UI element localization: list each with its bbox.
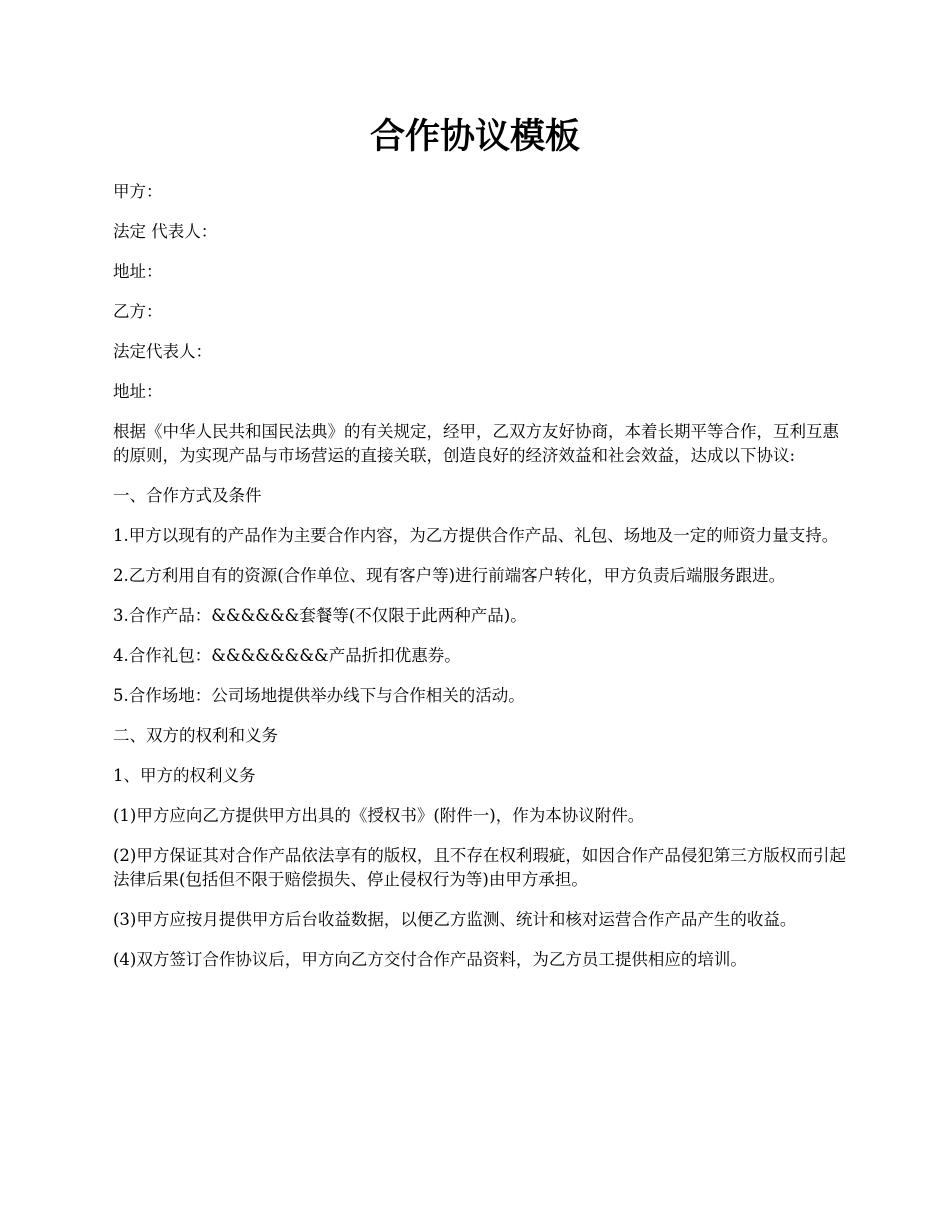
section-heading: 二、双方的权利和义务 bbox=[113, 726, 278, 745]
clause-paragraph: (2)甲方保证其对合作产品依法享有的版权，且不存在权利瑕疵，如因合作产品侵犯第三方版权而引起法律后果(包括但不限于赔偿损失、停止侵权行为等)由甲方承担。 bbox=[113, 846, 846, 889]
clause-paragraph: 4.合作礼包：&&&&&&&&产品折扣优惠券。 bbox=[113, 646, 461, 665]
section-heading: 一、合作方式及条件 bbox=[113, 486, 262, 505]
party-a-label: 甲方： bbox=[113, 182, 163, 201]
document-body bbox=[113, 180, 853, 988]
subsection-heading: 1、甲方的权利义务 bbox=[113, 766, 256, 785]
party-b-representative: 法定代表人： bbox=[113, 342, 212, 361]
party-a-representative: 法定 代表人： bbox=[113, 222, 218, 241]
clause-paragraph: (3)甲方应按月提供甲方后台收益数据，以便乙方监测、统计和核对运营合作产品产生的收益。 bbox=[113, 910, 797, 929]
party-b-address: 地址： bbox=[113, 382, 163, 401]
clause-paragraph: (4)双方签订合作协议后，甲方向乙方交付合作产品资料，为乙方员工提供相应的培训。 bbox=[113, 950, 747, 969]
party-a-address: 地址： bbox=[113, 262, 163, 281]
clause-paragraph: (1)甲方应向乙方提供甲方出具的《授权书》(附件一)，作为本协议附件。 bbox=[113, 806, 645, 825]
preamble-paragraph: 根据《中华人民共和国民法典》的有关规定，经甲，乙双方友好协商，本着长期平等合作，互利互惠的原则，为实现产品与市场营运的直接关联，创造良好的经济效益和社会效益，达成以下协议: bbox=[113, 422, 839, 465]
clause-paragraph: 5.合作场地：公司场地提供举办线下与合作相关的活动。 bbox=[113, 686, 525, 705]
clause-paragraph: 3.合作产品：&&&&&&套餐等(不仅限于此两种产品)。 bbox=[113, 606, 527, 625]
clause-paragraph: 2.乙方利用自有的资源(合作单位、现有客户等)进行前端客户转化，甲方负责后端服务跟进。 bbox=[113, 566, 786, 585]
clause-paragraph: 1.甲方以现有的产品作为主要合作内容，为乙方提供合作产品、礼包、场地及一定的师资力量支持。 bbox=[113, 526, 839, 545]
party-b-label: 乙方： bbox=[113, 302, 163, 321]
document-title: 合作协议模板 bbox=[369, 116, 580, 157]
